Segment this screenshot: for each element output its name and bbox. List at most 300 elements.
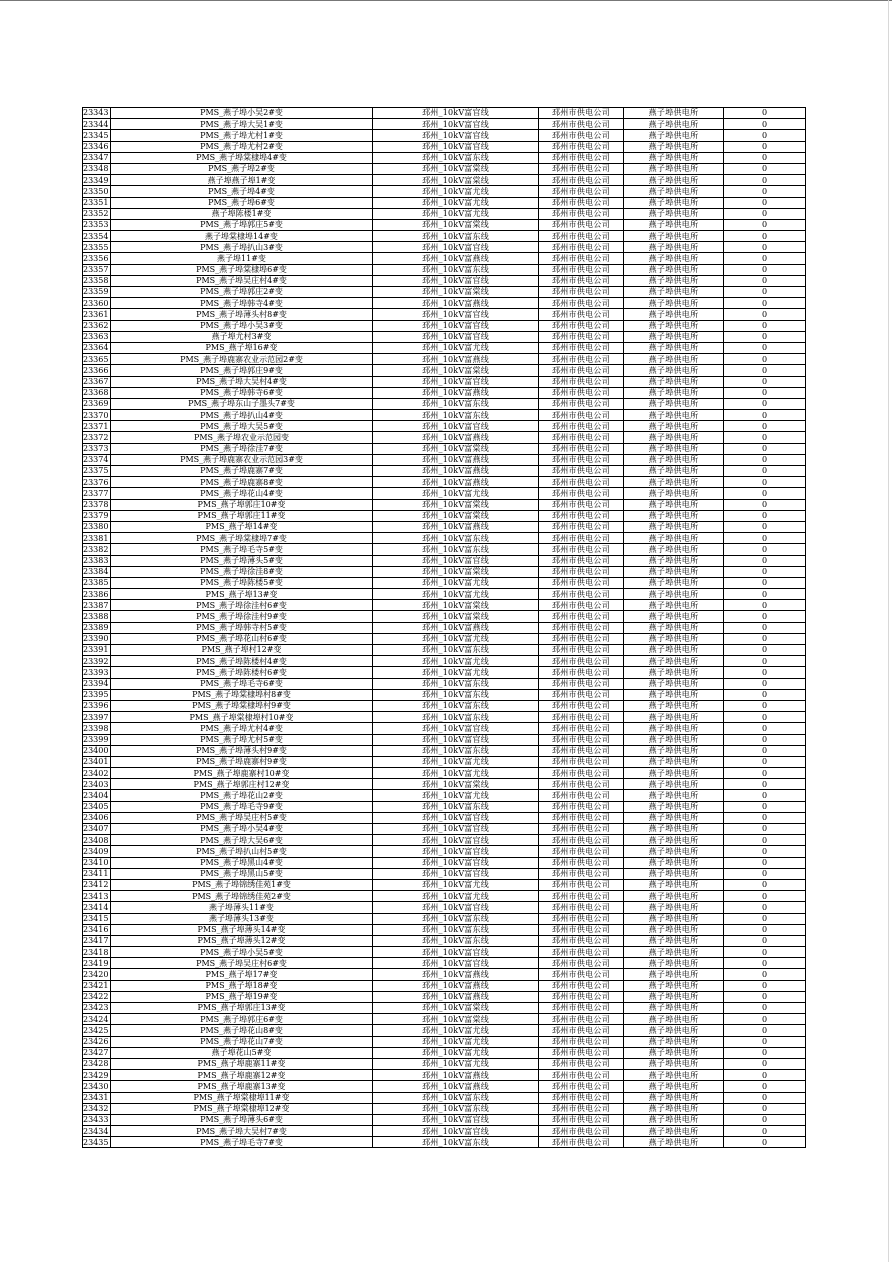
value-cell: 0 [724, 331, 806, 342]
row-id-cell: 23378 [83, 499, 111, 510]
company-cell: 邳州市供电公司 [539, 197, 624, 208]
value-cell: 0 [724, 1025, 806, 1036]
transformer-name-cell: PMS_燕子埠小吴4#变 [111, 824, 373, 835]
feeder-line-cell: 邳州_10kV富东线 [373, 801, 539, 812]
table-row [83, 924, 806, 935]
value-cell: 0 [724, 410, 806, 421]
station-cell: 燕子埠供电所 [624, 454, 724, 465]
station-cell: 燕子埠供电所 [624, 667, 724, 678]
feeder-line-cell: 邳州_10kV富棠线 [373, 611, 539, 622]
feeder-line-cell: 邳州_10kV富燕线 [373, 432, 539, 443]
transformer-name-cell: PMS_燕子埠花山村6#变 [111, 633, 373, 644]
company-cell: 邳州市供电公司 [539, 152, 624, 163]
value-cell: 0 [724, 443, 806, 454]
table-row [83, 868, 806, 879]
value-cell: 0 [724, 712, 806, 723]
table-row [83, 857, 806, 868]
transformer-name-cell: 燕子埠尤村3#变 [111, 331, 373, 342]
table-body [83, 108, 806, 1148]
table-row [83, 879, 806, 890]
feeder-line-cell: 邳州_10kV富官线 [373, 555, 539, 566]
table-row [83, 768, 806, 779]
feeder-line-cell: 邳州_10kV富官线 [373, 108, 539, 119]
value-cell: 0 [724, 1014, 806, 1025]
station-cell: 燕子埠供电所 [624, 242, 724, 253]
transformer-name-cell: PMS_燕子埠棠棣埠12#变 [111, 1103, 373, 1114]
station-cell: 燕子埠供电所 [624, 1081, 724, 1092]
row-id-cell: 23354 [83, 231, 111, 242]
station-cell: 燕子埠供电所 [624, 1114, 724, 1125]
feeder-line-cell: 邳州_10kV富棠线 [373, 566, 539, 577]
station-cell: 燕子埠供电所 [624, 398, 724, 409]
company-cell: 邳州市供电公司 [539, 264, 624, 275]
station-cell: 燕子埠供电所 [624, 745, 724, 756]
station-cell: 燕子埠供电所 [624, 365, 724, 376]
table-row [83, 980, 806, 991]
table-row [83, 611, 806, 622]
table-row [83, 633, 806, 644]
company-cell: 邳州市供电公司 [539, 521, 624, 532]
transformer-name-cell: PMS_燕子埠鹿寨村9#变 [111, 756, 373, 767]
table-row [83, 365, 806, 376]
station-cell: 燕子埠供电所 [624, 421, 724, 432]
feeder-line-cell: 邳州_10kV富棠线 [373, 287, 539, 298]
table-row [83, 790, 806, 801]
value-cell: 0 [724, 969, 806, 980]
table-row [83, 1081, 806, 1092]
table-row [83, 1058, 806, 1069]
feeder-line-cell: 邳州_10kV富尤线 [373, 1047, 539, 1058]
row-id-cell: 23427 [83, 1047, 111, 1058]
table-row [83, 130, 806, 141]
feeder-line-cell: 邳州_10kV富燕线 [373, 991, 539, 1002]
transformer-name-cell: PMS_燕子埠小吴5#变 [111, 947, 373, 958]
company-cell: 邳州市供电公司 [539, 969, 624, 980]
feeder-line-cell: 邳州_10kV富尤线 [373, 667, 539, 678]
row-id-cell: 23403 [83, 779, 111, 790]
table-row [83, 1126, 806, 1137]
station-cell: 燕子埠供电所 [624, 466, 724, 477]
company-cell: 邳州市供电公司 [539, 756, 624, 767]
company-cell: 邳州市供电公司 [539, 689, 624, 700]
station-cell: 燕子埠供电所 [624, 790, 724, 801]
feeder-line-cell: 邳州_10kV富官线 [373, 1114, 539, 1125]
company-cell: 邳州市供电公司 [539, 432, 624, 443]
row-id-cell: 23405 [83, 801, 111, 812]
company-cell: 邳州市供电公司 [539, 779, 624, 790]
row-id-cell: 23351 [83, 197, 111, 208]
row-id-cell: 23422 [83, 991, 111, 1002]
transformer-name-cell: PMS_燕子埠花山8#变 [111, 1025, 373, 1036]
station-cell: 燕子埠供电所 [624, 868, 724, 879]
table-row [83, 208, 806, 219]
feeder-line-cell: 邳州_10kV富东线 [373, 689, 539, 700]
table-row [83, 477, 806, 488]
company-cell: 邳州市供电公司 [539, 510, 624, 521]
station-cell: 燕子埠供电所 [624, 611, 724, 622]
table-row [83, 734, 806, 745]
company-cell: 邳州市供电公司 [539, 1003, 624, 1014]
row-id-cell: 23397 [83, 712, 111, 723]
row-id-cell: 23400 [83, 745, 111, 756]
value-cell: 0 [724, 645, 806, 656]
transformer-name-cell: PMS_燕子埠黑山4#变 [111, 857, 373, 868]
value-cell: 0 [724, 130, 806, 141]
station-cell: 燕子埠供电所 [624, 1137, 724, 1148]
value-cell: 0 [724, 466, 806, 477]
transformer-name-cell: PMS_燕子埠徐洼8#变 [111, 566, 373, 577]
table-row [83, 432, 806, 443]
table-row [83, 119, 806, 130]
transformer-name-cell: PMS_燕子埠韩寺6#变 [111, 387, 373, 398]
value-cell: 0 [724, 320, 806, 331]
table-row [83, 667, 806, 678]
feeder-line-cell: 邳州_10kV富尤线 [373, 1058, 539, 1069]
table-row [83, 510, 806, 521]
company-cell: 邳州市供电公司 [539, 991, 624, 1002]
transformer-name-cell: 燕子埠11#变 [111, 253, 373, 264]
station-cell: 燕子埠供电所 [624, 130, 724, 141]
station-cell: 燕子埠供电所 [624, 969, 724, 980]
feeder-line-cell: 邳州_10kV富官线 [373, 734, 539, 745]
feeder-line-cell: 邳州_10kV富尤线 [373, 1025, 539, 1036]
table-row [83, 689, 806, 700]
transformer-name-cell: PMS_燕子埠4#变 [111, 186, 373, 197]
table-row [83, 1103, 806, 1114]
station-cell: 燕子埠供电所 [624, 376, 724, 387]
company-cell: 邳州市供电公司 [539, 835, 624, 846]
value-cell: 0 [724, 824, 806, 835]
feeder-line-cell: 邳州_10kV富燕线 [373, 354, 539, 365]
value-cell: 0 [724, 533, 806, 544]
company-cell: 邳州市供电公司 [539, 253, 624, 264]
feeder-line-cell: 邳州_10kV富燕线 [373, 387, 539, 398]
feeder-line-cell: 邳州_10kV富尤线 [373, 197, 539, 208]
station-cell: 燕子埠供电所 [624, 958, 724, 969]
company-cell: 邳州市供电公司 [539, 1103, 624, 1114]
row-id-cell: 23393 [83, 667, 111, 678]
company-cell: 邳州市供电公司 [539, 1081, 624, 1092]
row-id-cell: 23384 [83, 566, 111, 577]
station-cell: 燕子埠供电所 [624, 1036, 724, 1047]
transformer-name-cell: 燕子埠陈楼1#变 [111, 208, 373, 219]
value-cell: 0 [724, 354, 806, 365]
row-id-cell: 23429 [83, 1070, 111, 1081]
value-cell: 0 [724, 958, 806, 969]
value-cell: 0 [724, 499, 806, 510]
value-cell: 0 [724, 275, 806, 286]
station-cell: 燕子埠供电所 [624, 1058, 724, 1069]
row-id-cell: 23434 [83, 1126, 111, 1137]
transformer-name-cell: PMS_燕子埠棠棣埠11#变 [111, 1092, 373, 1103]
feeder-line-cell: 邳州_10kV富东线 [373, 398, 539, 409]
station-cell: 燕子埠供电所 [624, 342, 724, 353]
feeder-line-cell: 邳州_10kV富燕线 [373, 980, 539, 991]
table-row [83, 1137, 806, 1148]
row-id-cell: 23401 [83, 756, 111, 767]
station-cell: 燕子埠供电所 [624, 935, 724, 946]
table-row [83, 779, 806, 790]
table-row [83, 309, 806, 320]
row-id-cell: 23409 [83, 846, 111, 857]
table-row [83, 723, 806, 734]
table-row [83, 264, 806, 275]
table-row [83, 466, 806, 477]
value-cell: 0 [724, 734, 806, 745]
feeder-line-cell: 邳州_10kV富尤线 [373, 577, 539, 588]
row-id-cell: 23402 [83, 768, 111, 779]
feeder-line-cell: 邳州_10kV富尤线 [373, 768, 539, 779]
feeder-line-cell: 邳州_10kV富东线 [373, 1092, 539, 1103]
transformer-name-cell: PMS_燕子埠毛寺5#变 [111, 544, 373, 555]
feeder-line-cell: 邳州_10kV富官线 [373, 141, 539, 152]
station-cell: 燕子埠供电所 [624, 835, 724, 846]
transformer-name-cell: PMS_燕子埠棠棣埠村10#变 [111, 712, 373, 723]
value-cell: 0 [724, 1126, 806, 1137]
transformer-name-cell: PMS_燕子埠大吴村7#变 [111, 1126, 373, 1137]
station-cell: 燕子埠供电所 [624, 902, 724, 913]
feeder-line-cell: 邳州_10kV富尤线 [373, 891, 539, 902]
feeder-line-cell: 邳州_10kV富燕线 [373, 622, 539, 633]
transformer-name-cell: PMS_燕子埠毛寺6#变 [111, 678, 373, 689]
transformer-name-cell: PMS_燕子埠13#变 [111, 589, 373, 600]
station-cell: 燕子埠供电所 [624, 331, 724, 342]
row-id-cell: 23392 [83, 656, 111, 667]
table-row [83, 253, 806, 264]
transformer-name-cell: PMS_燕子埠大吴6#变 [111, 835, 373, 846]
company-cell: 邳州市供电公司 [539, 600, 624, 611]
feeder-line-cell: 邳州_10kV富尤线 [373, 589, 539, 600]
value-cell: 0 [724, 891, 806, 902]
transformer-name-cell: PMS_燕子埠鹿寨11#变 [111, 1058, 373, 1069]
value-cell: 0 [724, 868, 806, 879]
row-id-cell: 23382 [83, 544, 111, 555]
transformer-name-cell: PMS_燕子埠小吴2#变 [111, 108, 373, 119]
transformer-name-cell: PMS_燕子埠郭庄11#变 [111, 510, 373, 521]
transformer-name-cell: PMS_燕子埠吴庄村4#变 [111, 275, 373, 286]
feeder-line-cell: 邳州_10kV富尤线 [373, 879, 539, 890]
table-row [83, 186, 806, 197]
company-cell: 邳州市供电公司 [539, 947, 624, 958]
value-cell: 0 [724, 1092, 806, 1103]
table-row [83, 443, 806, 454]
table-row [83, 1070, 806, 1081]
transformer-name-cell: PMS_燕子埠毛寺9#变 [111, 801, 373, 812]
value-cell: 0 [724, 1114, 806, 1125]
value-cell: 0 [724, 902, 806, 913]
transformer-name-cell: PMS_燕子埠尤村5#变 [111, 734, 373, 745]
transformer-name-cell: PMS_燕子埠花山2#变 [111, 790, 373, 801]
company-cell: 邳州市供电公司 [539, 589, 624, 600]
transformer-name-cell: PMS_燕子埠鹿寨农业示范园3#变 [111, 454, 373, 465]
row-id-cell: 23426 [83, 1036, 111, 1047]
row-id-cell: 23396 [83, 700, 111, 711]
row-id-cell: 23366 [83, 365, 111, 376]
feeder-line-cell: 邳州_10kV富官线 [373, 275, 539, 286]
feeder-line-cell: 邳州_10kV富棠线 [373, 175, 539, 186]
table-row [83, 287, 806, 298]
transformer-name-cell: 燕子埠花山5#变 [111, 1047, 373, 1058]
station-cell: 燕子埠供电所 [624, 186, 724, 197]
transformer-name-cell: PMS_燕子埠鹿寨农业示范园2#变 [111, 354, 373, 365]
row-id-cell: 23346 [83, 141, 111, 152]
transformer-name-cell: PMS_燕子埠锦绣佳苑2#变 [111, 891, 373, 902]
transformer-name-cell: PMS_燕子埠18#变 [111, 980, 373, 991]
value-cell: 0 [724, 1047, 806, 1058]
row-id-cell: 23420 [83, 969, 111, 980]
transformer-name-cell: PMS_燕子埠郭庄6#变 [111, 1014, 373, 1025]
company-cell: 邳州市供电公司 [539, 891, 624, 902]
feeder-line-cell: 邳州_10kV富燕线 [373, 253, 539, 264]
transformer-name-cell: PMS_燕子埠陈楼5#变 [111, 577, 373, 588]
station-cell: 燕子埠供电所 [624, 1070, 724, 1081]
company-cell: 邳州市供电公司 [539, 1036, 624, 1047]
station-cell: 燕子埠供电所 [624, 443, 724, 454]
station-cell: 燕子埠供电所 [624, 510, 724, 521]
feeder-line-cell: 邳州_10kV富尤线 [373, 633, 539, 644]
company-cell: 邳州市供电公司 [539, 846, 624, 857]
value-cell: 0 [724, 667, 806, 678]
feeder-line-cell: 邳州_10kV富官线 [373, 1126, 539, 1137]
company-cell: 邳州市供电公司 [539, 130, 624, 141]
row-id-cell: 23355 [83, 242, 111, 253]
table-row [83, 298, 806, 309]
company-cell: 邳州市供电公司 [539, 544, 624, 555]
company-cell: 邳州市供电公司 [539, 454, 624, 465]
table-row [83, 935, 806, 946]
company-cell: 邳州市供电公司 [539, 824, 624, 835]
station-cell: 燕子埠供电所 [624, 499, 724, 510]
value-cell: 0 [724, 219, 806, 230]
feeder-line-cell: 邳州_10kV富官线 [373, 857, 539, 868]
station-cell: 燕子埠供电所 [624, 566, 724, 577]
feeder-line-cell: 邳州_10kV富棠线 [373, 779, 539, 790]
feeder-line-cell: 邳州_10kV富东线 [373, 700, 539, 711]
station-cell: 燕子埠供电所 [624, 812, 724, 823]
value-cell: 0 [724, 589, 806, 600]
table-row [83, 902, 806, 913]
table-row [83, 488, 806, 499]
transformer-name-cell: PMS_燕子埠棠棣埠村8#变 [111, 689, 373, 700]
row-id-cell: 23369 [83, 398, 111, 409]
company-cell: 邳州市供电公司 [539, 577, 624, 588]
station-cell: 燕子埠供电所 [624, 924, 724, 935]
row-id-cell: 23408 [83, 835, 111, 846]
station-cell: 燕子埠供电所 [624, 1103, 724, 1114]
feeder-line-cell: 邳州_10kV富官线 [373, 812, 539, 823]
company-cell: 邳州市供电公司 [539, 924, 624, 935]
table-row [83, 555, 806, 566]
value-cell: 0 [724, 768, 806, 779]
feeder-line-cell: 邳州_10kV富官线 [373, 846, 539, 857]
row-id-cell: 23380 [83, 521, 111, 532]
table-row [83, 331, 806, 342]
value-cell: 0 [724, 1003, 806, 1014]
row-id-cell: 23371 [83, 421, 111, 432]
row-id-cell: 23430 [83, 1081, 111, 1092]
station-cell: 燕子埠供电所 [624, 1092, 724, 1103]
row-id-cell: 23365 [83, 354, 111, 365]
transformer-name-cell: PMS_燕子埠14#变 [111, 521, 373, 532]
transformer-name-cell: PMS_燕子埠棠棣埠村9#变 [111, 700, 373, 711]
company-cell: 邳州市供电公司 [539, 812, 624, 823]
table-row [83, 175, 806, 186]
value-cell: 0 [724, 1070, 806, 1081]
company-cell: 邳州市供电公司 [539, 1137, 624, 1148]
row-id-cell: 23421 [83, 980, 111, 991]
station-cell: 燕子埠供电所 [624, 119, 724, 130]
station-cell: 燕子埠供电所 [624, 712, 724, 723]
feeder-line-cell: 邳州_10kV富东线 [373, 678, 539, 689]
transformer-name-cell: PMS_燕子埠鹿寨村10#变 [111, 768, 373, 779]
company-cell: 邳州市供电公司 [539, 119, 624, 130]
company-cell: 邳州市供电公司 [539, 533, 624, 544]
company-cell: 邳州市供电公司 [539, 622, 624, 633]
company-cell: 邳州市供电公司 [539, 175, 624, 186]
transformer-name-cell: PMS_燕子埠花山7#变 [111, 1036, 373, 1047]
row-id-cell: 23406 [83, 812, 111, 823]
row-id-cell: 23373 [83, 443, 111, 454]
page-top-rule [0, 0, 892, 1]
feeder-line-cell: 邳州_10kV富官线 [373, 421, 539, 432]
feeder-line-cell: 邳州_10kV富棠线 [373, 443, 539, 454]
feeder-line-cell: 邳州_10kV富官线 [373, 130, 539, 141]
table-row [83, 163, 806, 174]
company-cell: 邳州市供电公司 [539, 645, 624, 656]
company-cell: 邳州市供电公司 [539, 723, 624, 734]
company-cell: 邳州市供电公司 [539, 868, 624, 879]
transformer-name-cell: PMS_燕子埠扒山3#变 [111, 242, 373, 253]
transformer-name-cell: PMS_燕子埠黑山5#变 [111, 868, 373, 879]
value-cell: 0 [724, 521, 806, 532]
feeder-line-cell: 邳州_10kV富东线 [373, 935, 539, 946]
feeder-line-cell: 邳州_10kV富官线 [373, 835, 539, 846]
station-cell: 燕子埠供电所 [624, 175, 724, 186]
table-row [83, 958, 806, 969]
row-id-cell: 23433 [83, 1114, 111, 1125]
feeder-line-cell: 邳州_10kV富棠线 [373, 600, 539, 611]
value-cell: 0 [724, 846, 806, 857]
table-row [83, 756, 806, 767]
station-cell: 燕子埠供电所 [624, 219, 724, 230]
row-id-cell: 23356 [83, 253, 111, 264]
feeder-line-cell: 邳州_10kV富东线 [373, 410, 539, 421]
row-id-cell: 23375 [83, 466, 111, 477]
value-cell: 0 [724, 309, 806, 320]
table-row [83, 197, 806, 208]
row-id-cell: 23399 [83, 734, 111, 745]
row-id-cell: 23415 [83, 913, 111, 924]
company-cell: 邳州市供电公司 [539, 1058, 624, 1069]
feeder-line-cell: 邳州_10kV富官线 [373, 242, 539, 253]
value-cell: 0 [724, 857, 806, 868]
row-id-cell: 23357 [83, 264, 111, 275]
row-id-cell: 23347 [83, 152, 111, 163]
company-cell: 邳州市供电公司 [539, 342, 624, 353]
station-cell: 燕子埠供电所 [624, 152, 724, 163]
feeder-line-cell: 邳州_10kV富棠线 [373, 365, 539, 376]
table-row [83, 645, 806, 656]
transformer-name-cell: PMS_燕子埠韩寺村5#变 [111, 622, 373, 633]
row-id-cell: 23353 [83, 219, 111, 230]
table-row [83, 1036, 806, 1047]
station-cell: 燕子埠供电所 [624, 231, 724, 242]
station-cell: 燕子埠供电所 [624, 108, 724, 119]
company-cell: 邳州市供电公司 [539, 421, 624, 432]
transformer-name-cell: PMS_燕子埠韩寺4#变 [111, 298, 373, 309]
station-cell: 燕子埠供电所 [624, 1047, 724, 1058]
value-cell: 0 [724, 163, 806, 174]
